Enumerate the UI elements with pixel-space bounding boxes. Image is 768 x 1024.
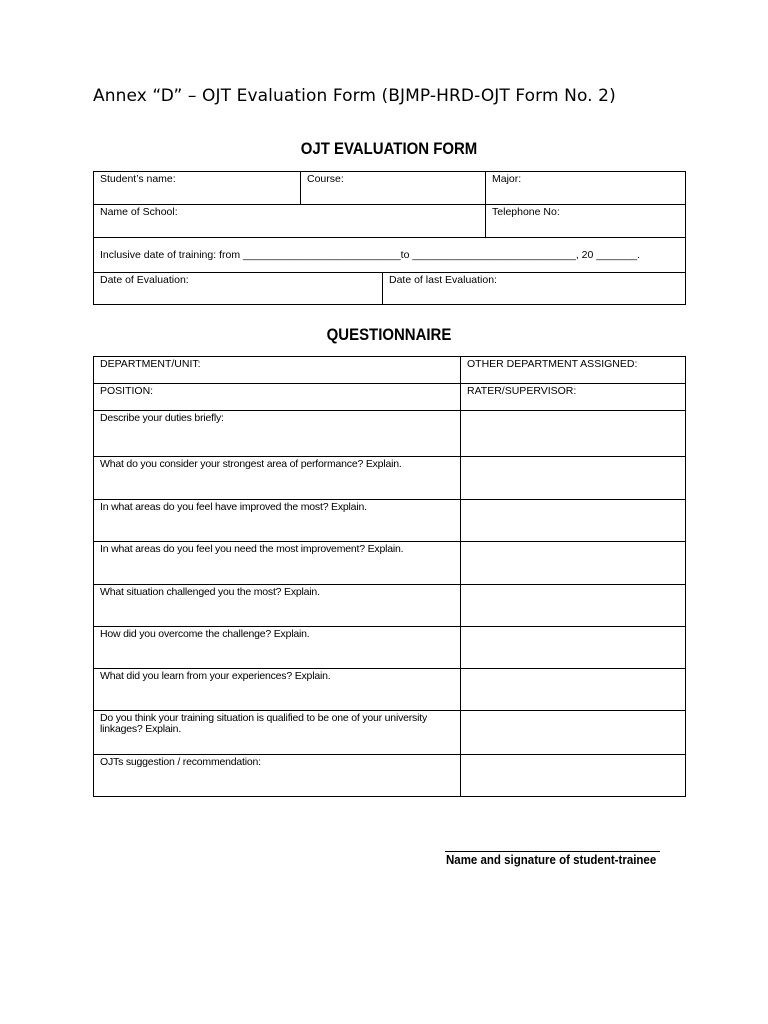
student-name-label: Student’s name: xyxy=(100,173,176,185)
answer-field[interactable] xyxy=(461,627,686,669)
major-field[interactable] xyxy=(486,172,686,205)
question-row xyxy=(94,542,461,585)
answer-field[interactable] xyxy=(461,500,686,542)
department-label: DEPARTMENT/UNIT: xyxy=(100,358,201,370)
rater-field[interactable] xyxy=(461,384,686,411)
answer-field[interactable] xyxy=(461,542,686,585)
question-text: In what areas do you feel have improved the most? Explain. xyxy=(100,501,367,513)
question-row xyxy=(94,585,461,627)
question-row xyxy=(94,627,461,669)
question-text: Do you think your training situation is qualified to be one of your university linkages? Explain. xyxy=(100,712,428,735)
major-label: Major: xyxy=(492,173,522,185)
question-text: What did you learn from your experiences? Explain. xyxy=(100,670,331,682)
telephone-label: Telephone No: xyxy=(492,206,560,218)
answer-field[interactable] xyxy=(461,457,686,500)
other-department-field[interactable] xyxy=(461,357,686,384)
annex-title: Annex “D” – OJT Evaluation Form (BJMP-HRD-OJT Form No. 2) xyxy=(93,86,616,106)
course-field[interactable] xyxy=(301,172,486,205)
questionnaire-title: QUESTIONNAIRE xyxy=(326,325,452,344)
school-field[interactable] xyxy=(94,205,486,238)
question-text: How did you overcome the challenge? Explain. xyxy=(100,628,310,640)
question-row xyxy=(94,669,461,711)
date-evaluation-label: Date of Evaluation: xyxy=(100,274,189,286)
school-label: Name of School: xyxy=(100,206,178,218)
position-field[interactable] xyxy=(94,384,461,411)
question-row xyxy=(94,500,461,542)
question-row xyxy=(94,711,461,755)
answer-field[interactable] xyxy=(461,669,686,711)
question-text: What do you consider your strongest area of performance? Explain. xyxy=(100,458,402,470)
date-last-evaluation-label: Date of last Evaluation: xyxy=(389,274,497,286)
answer-field[interactable] xyxy=(461,711,686,755)
answer-field[interactable] xyxy=(461,585,686,627)
form-title: OJT EVALUATION FORM xyxy=(300,139,478,158)
question-row xyxy=(94,755,461,797)
date-evaluation-field[interactable] xyxy=(94,273,383,305)
question-text: In what areas do you feel you need the most improvement? Explain. xyxy=(100,543,404,555)
department-field[interactable] xyxy=(94,357,461,384)
student-info-table xyxy=(93,171,686,305)
question-text: What situation challenged you the most? Explain. xyxy=(100,586,320,598)
telephone-field[interactable] xyxy=(486,205,686,238)
answer-field[interactable] xyxy=(461,755,686,797)
question-row xyxy=(94,411,461,457)
signature-label: Name and signature of student-trainee xyxy=(446,853,657,867)
position-label: POSITION: xyxy=(100,385,154,397)
rater-label: RATER/SUPERVISOR: xyxy=(467,385,577,397)
student-name-field[interactable] xyxy=(94,172,301,205)
question-text: Describe your duties briefly: xyxy=(100,412,224,424)
question-row xyxy=(94,457,461,500)
questionnaire-table xyxy=(93,356,686,797)
course-label: Course: xyxy=(307,173,344,185)
other-department-label: OTHER DEPARTMENT ASSIGNED: xyxy=(467,358,638,370)
inclusive-date-label: Inclusive date of training: from ___________________________to ____________________________, 20 _______. xyxy=(100,248,641,261)
inclusive-date-field[interactable] xyxy=(94,238,686,273)
question-text: OJTs suggestion / recommendation: xyxy=(100,756,261,768)
date-last-evaluation-field[interactable] xyxy=(383,273,686,305)
answer-field[interactable] xyxy=(461,411,686,457)
signature-line[interactable] xyxy=(445,851,660,852)
